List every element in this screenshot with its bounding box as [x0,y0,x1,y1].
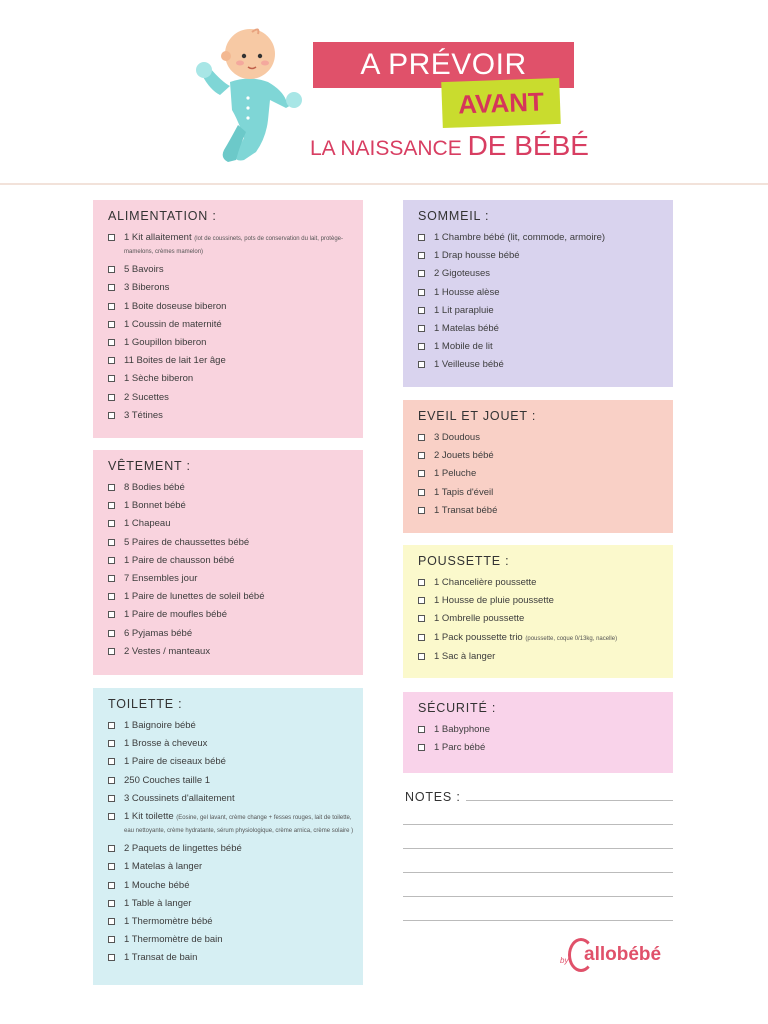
checklist-item-label: 1 Veilleuse bébé [434,359,504,371]
checkbox[interactable] [418,470,425,477]
checklist-item-text [434,250,520,262]
checklist-item-text [124,264,164,276]
checklist-item-label: 1 Peluche [434,468,477,480]
checklist-item-label: 5 Paires de chaussettes bébé [124,536,250,548]
checklist-item-label: 1 Chambre bébé (lit, commode, armoire) [434,232,606,243]
checklist-item-text [124,319,222,331]
checkbox[interactable] [108,394,115,401]
checkbox[interactable] [108,813,115,820]
checkbox[interactable] [108,375,115,382]
checklist-item-label: 1 Transat de bain [124,952,198,964]
checklist-item-text [124,518,170,530]
checkbox[interactable] [108,954,115,961]
checklist-item [108,264,363,276]
checklist-item-text [124,537,249,549]
checklist-item-text [434,232,605,244]
checklist-item [418,468,673,480]
checklist-item [108,373,363,385]
checklist-item [108,720,363,732]
section-title: SÉCURITÉ : [418,701,497,715]
checklist-item-text [434,651,495,663]
checklist-item [418,632,673,645]
checklist-item [108,392,363,404]
section-alimentation [93,200,363,438]
checklist-item [418,287,673,299]
checkbox[interactable] [418,452,425,459]
checklist [108,232,363,422]
checkbox[interactable] [108,539,115,546]
checkbox[interactable] [108,936,115,943]
checklist-item [418,268,673,280]
notes-line[interactable] [403,872,673,873]
checklist [418,577,673,663]
checklist-item-text [124,952,197,964]
checkbox[interactable] [108,593,115,600]
checklist-item-label: 1 Paire de chausson bébé [124,554,235,566]
checklist-item-text [434,505,497,517]
checklist-item-text [434,613,524,625]
checklist-item-text [124,373,193,385]
checklist-item-label: 1 Ombrelle poussette [434,613,525,625]
checklist-item-text [124,934,223,946]
checklist-item [108,282,363,294]
checklist-item-label: 1 Brosse à cheveux [124,738,208,750]
checklist-item [108,573,363,585]
checklist-item-label: 1 Coussin de maternité [124,318,222,330]
checklist-item-label: 1 Parc bébé [434,742,486,754]
checkbox[interactable] [418,634,425,641]
checklist-item [108,232,363,258]
checklist-item-label: 1 Kit allaitement [124,232,195,243]
checklist-item-text [124,355,226,367]
checklist-item [108,952,363,964]
checklist-item [108,843,363,855]
checkbox[interactable] [108,557,115,564]
checklist-item [108,861,363,873]
checklist-item-label: 1 Sac à langer [434,650,496,662]
checklist-item-note: (Eosine, gel lavant, crème change + fesses rouges, lait de toilette, eau nettoyante, crème hydratante, sérum physiologique, crème arnica, crème solaire ) [124,814,354,834]
section-poussette [403,545,673,678]
checklist-item-text [124,573,197,585]
section-sommeil [403,200,673,387]
subtitle-big: DE BÉBÉ [467,130,589,161]
checklist-item-label: 5 Bavoirs [124,264,164,276]
checklist-item-label: 1 Kit toilette [124,810,177,822]
checklist [108,720,363,964]
checklist-item-label: 2 Jouets bébé [434,450,494,462]
checkbox[interactable] [108,740,115,747]
checklist-item-label: 2 Gigoteuses [434,268,490,280]
checklist-item-text [124,500,186,512]
checklist-item-text [124,811,363,837]
checkbox[interactable] [108,795,115,802]
checklist-item-text [434,450,494,462]
checklist-item-text [124,756,226,768]
checklist-item [108,646,363,658]
checklist-item-label: 1 Drap housse bébé [434,250,520,262]
checklist-item-label: 3 Tétines [124,409,163,421]
checklist-item [418,432,673,444]
checklist-item-label: 1 Chancelière poussette [434,577,537,588]
checklist-item [418,505,673,517]
notes-line[interactable] [403,896,673,897]
subtitle-small: LA NAISSANCE [310,137,468,160]
baby-illustration-icon [190,20,310,170]
checklist-item-label: 1 Thermomètre bébé [124,915,213,927]
checklist-item [418,250,673,262]
section-securite [403,692,673,773]
section-title: EVEIL ET JOUET : [418,409,537,423]
checkbox[interactable] [418,325,425,332]
checklist-item-label: 1 Transat bébé [434,504,498,516]
checklist-item-text [124,628,192,640]
notes-line[interactable] [466,800,673,801]
checklist-item [418,724,673,736]
checklist-item-text [124,392,169,404]
checklist-item-label: 1 Bonnet bébé [124,500,186,512]
checkbox[interactable] [108,611,115,618]
checklist [418,724,673,754]
notes-line[interactable] [403,824,673,825]
checkbox[interactable] [418,744,425,751]
checklist-item [108,518,363,530]
checklist-item [418,323,673,335]
checklist-item-label: 1 Matelas bébé [434,322,499,334]
checkbox[interactable] [108,777,115,784]
checklist [418,432,673,517]
checklist-item-label: 1 Tapis d'éveil [434,486,494,498]
checklist-item-label: 1 Mobile de lit [434,341,493,353]
checklist-item [108,738,363,750]
checkbox[interactable] [108,484,115,491]
logo-by: by [560,956,569,965]
checklist-item-text [434,595,554,607]
checklist-item-label: 1 Matelas à langer [124,861,203,873]
checklist-item [418,487,673,499]
checkbox[interactable] [108,900,115,907]
checklist-item [108,628,363,640]
checklist-item [108,301,363,313]
checklist-item [108,555,363,567]
notes-line[interactable] [403,848,673,849]
page-title: A PRÉVOIR [313,42,574,88]
checklist-item-text [434,632,617,645]
checklist-item-label: 250 Couches taille 1 [124,774,211,786]
checkbox[interactable] [418,615,425,622]
checklist-item-text [124,775,210,787]
section-vetement [93,450,363,675]
checklist-item [108,880,363,892]
checkbox[interactable] [108,284,115,291]
section-title: ALIMENTATION : [108,209,217,223]
checklist-item-note: (poussette, coque 0/13kg, nacelle) [525,635,618,642]
page-header [0,0,768,184]
checkbox[interactable] [108,575,115,582]
checklist-item [108,916,363,928]
checklist-item [108,591,363,603]
checklist-item-label: 7 Ensembles jour [124,572,198,584]
checkbox[interactable] [108,303,115,310]
checklist-item-label: 1 Boite doseuse biberon [124,300,227,312]
checklist-item-text [124,609,227,621]
checklist-item-label: 1 Paire de lunettes de soleil bébé [124,591,265,603]
checklist-item-label: 1 Housse alèse [434,286,500,298]
checkbox[interactable] [108,502,115,509]
checklist-item [108,811,363,837]
checklist-item-note: (lot de coussinets, pots de conservation du lait, protège-mamelons, crèmes mamelon) [124,236,343,255]
checkbox[interactable] [418,343,425,350]
page-subtitle [310,130,589,162]
checkbox[interactable] [418,252,425,259]
section-title: TOILETTE : [108,697,183,711]
checkbox[interactable] [108,918,115,925]
checklist-item [108,482,363,494]
checklist-item [418,232,673,244]
checklist-item-text [124,410,163,422]
checklist-item-label: 2 Vestes / manteaux [124,645,211,657]
checklist-item-text [434,487,493,499]
checklist-item-text [124,282,169,294]
checkbox[interactable] [108,266,115,273]
checklist-item-text [124,301,226,313]
checklist-item-text [124,861,202,873]
header-divider [0,183,768,185]
checklist-item-label: 1 Babyphone [434,724,490,735]
checklist-item [108,793,363,805]
checklist-item [418,341,673,353]
checklist-item [418,359,673,371]
checklist-item [108,537,363,549]
checklist-item-label: 1 Paire de moufles bébé [124,609,227,621]
checkbox[interactable] [418,307,425,314]
checklist-item-label: 1 Pack poussette trio [434,631,526,643]
checkbox[interactable] [108,357,115,364]
checklist [418,232,673,371]
notes-label: NOTES : [405,790,461,804]
checklist-item-text [124,646,210,658]
checklist-item-text [124,898,191,910]
checklist-item-label: 3 Biberons [124,282,170,294]
checkbox[interactable] [108,845,115,852]
checklist-item [418,651,673,663]
checklist-item [418,450,673,462]
checklist-item-label: 1 Table à langer [124,897,192,909]
checklist-item [108,319,363,331]
checklist-item-text [434,742,485,754]
checkbox[interactable] [418,434,425,441]
checkbox[interactable] [108,648,115,655]
notes-line[interactable] [403,920,673,921]
checkbox[interactable] [108,412,115,419]
checklist-item [108,410,363,422]
section-eveil-jouet [403,400,673,533]
checkbox[interactable] [108,234,115,241]
checklist-item-text [434,305,494,317]
checklist-item-text [434,359,504,371]
checklist-item [108,934,363,946]
checklist-item-label: 1 Baignoire bébé [124,720,196,731]
checklist-item [108,775,363,787]
checklist-item-text [124,843,242,855]
checklist-item [108,500,363,512]
checklist-item [108,609,363,621]
checklist-item-text [124,738,207,750]
checkbox[interactable] [418,289,425,296]
checklist-item-text [434,341,493,353]
checklist-item-label: 6 Pyjamas bébé [124,627,193,639]
checklist-item-label: 3 Doudous [434,432,480,443]
checklist-item-text [434,287,499,299]
checklist-item-label: 3 Coussinets d'allaitement [124,792,235,804]
checkbox[interactable] [418,361,425,368]
checklist-item-label: 8 Bodies bébé [124,482,185,493]
checklist-item-label: 1 Thermomètre de bain [124,934,223,946]
section-title: POUSSETTE : [418,554,510,568]
checklist-item-label: 1 Goupillon biberon [124,336,207,348]
checklist-item-label: 1 Mouche bébé [124,879,190,891]
checkbox[interactable] [108,758,115,765]
checklist-item-label: 1 Sèche biberon [124,373,194,385]
checkbox[interactable] [418,597,425,604]
checkbox[interactable] [418,489,425,496]
checklist-item [418,613,673,625]
checklist-item-label: 11 Boites de lait 1er âge [124,355,226,367]
checklist-item-text [434,323,499,335]
checklist-item [418,577,673,589]
checkbox[interactable] [108,863,115,870]
checklist-item-text [124,337,206,349]
checklist-item-text [434,268,490,280]
section-toilette [93,688,363,985]
checklist-item-text [124,916,213,928]
checklist-item-text [434,432,480,444]
section-title: SOMMEIL : [418,209,490,223]
checklist-item-label: 1 Lit parapluie [434,304,494,316]
checkbox[interactable] [418,270,425,277]
checklist-item-text [434,468,476,480]
checklist-item-label: 2 Sucettes [124,391,169,403]
checklist-item-label: 1 Chapeau [124,518,171,530]
checkbox[interactable] [418,653,425,660]
checkbox[interactable] [418,234,425,241]
checklist-item-text [434,577,536,589]
checkbox[interactable] [108,722,115,729]
checkbox[interactable] [418,579,425,586]
checklist-item-text [124,720,196,732]
checkbox[interactable] [418,726,425,733]
checkbox[interactable] [108,520,115,527]
allobebe-logo [556,930,676,980]
checklist [108,482,363,658]
checkbox[interactable] [108,321,115,328]
checklist-item [418,305,673,317]
checklist-item [418,595,673,607]
checklist-item-text [124,880,190,892]
checklist-item [108,355,363,367]
checklist-item [108,337,363,349]
checklist-item-label: 1 Paire de ciseaux bébé [124,756,226,768]
checklist-item [108,898,363,910]
checklist-item-label: 2 Paquets de lingettes bébé [124,843,242,855]
title-avant-badge: AVANT [441,78,561,128]
section-title: VÊTEMENT : [108,459,191,473]
checklist-item-text [124,793,235,805]
checklist-item-text [124,482,185,494]
checklist-item [418,742,673,754]
checklist-item-text [124,591,265,603]
logo-text: allobébé [584,944,662,965]
checkbox[interactable] [108,630,115,637]
checkbox[interactable] [108,882,115,889]
checklist-item-text [124,555,234,567]
checklist-item [108,756,363,768]
checklist-item-label: 1 Housse de pluie poussette [434,595,554,607]
checkbox[interactable] [108,339,115,346]
checklist-item-text [124,232,363,258]
checkbox[interactable] [418,507,425,514]
checklist-item-text [434,724,490,736]
